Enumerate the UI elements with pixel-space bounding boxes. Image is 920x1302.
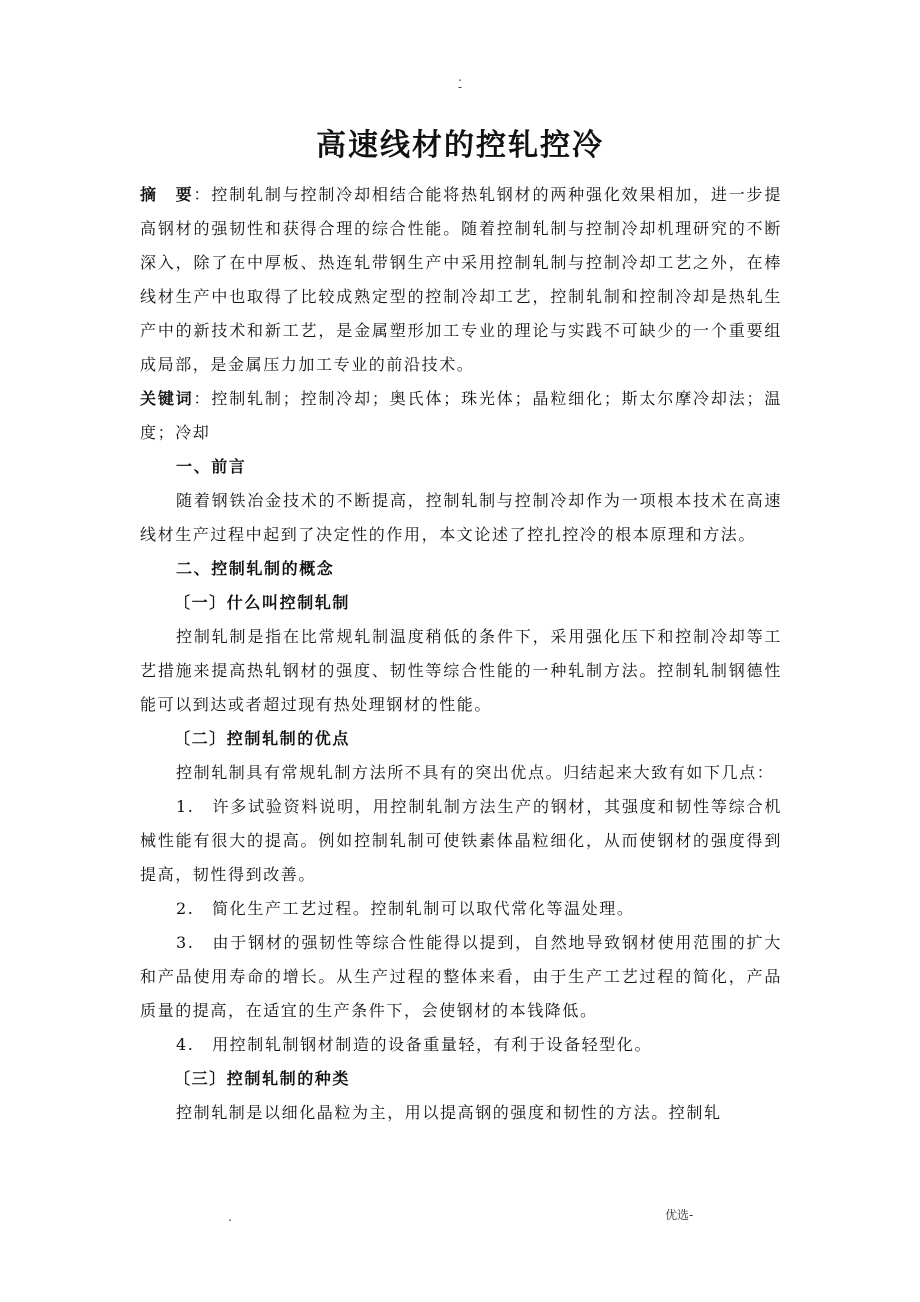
section-1-heading: 一、前言 (176, 457, 247, 476)
list-item-3: 3. 由于钢材的强韧性等综合性能得以提到，自然地导致钢材使用范围的扩大和产品使用寿命的增长。从生产过程的整体来看，由于生产工艺过程的简化，产品质量的提高，在适宜的生产条件下，会使钢材的本钱降低。 (140, 933, 782, 1020)
section-2-heading: 二、控制轧制的概念 (176, 559, 335, 578)
section-2-2-paragraph: 控制轧制具有常规轧制方法所不具有的突出优点。归结起来大致有如下几点： (176, 763, 775, 782)
section-1-paragraph: 随着钢铁冶金技术的不断提高，控制轧制与控制冷却作为一项根本技术在高速线材生产过程中起到了决定性的作用，本文论述了控扎控冷的根本原理和方法。 (140, 491, 782, 544)
header-mark-top: . (458, 70, 462, 84)
document-title: 高速线材的控轧控冷 (316, 128, 604, 163)
section-2-1-paragraph: 控制轧制是指在比常规轧制温度稍低的条件下，采用强化压下和控制冷却等工艺措施来提高热轧钢材的强度、韧性等综合性能的一种轧制方法。控制轧制钢德性能可以到达或者超过现有热处理钢材的性能。 (140, 627, 782, 714)
list-item-1: 1. 许多试验资料说明，用控制轧制方法生产的钢材，其强度和韧性等综合机械性能有很大的提高。例如控制轧制可使铁素体晶粒细化，从而使钢材的强度得到提高，韧性得到改善。 (140, 797, 782, 884)
footer-dot: . (228, 1210, 232, 1224)
section-2-3-paragraph: 控制轧制是以细化晶粒为主，用以提高钢的强度和韧性的方法。控制轧 (176, 1103, 722, 1122)
section-2-2-heading: 〔二〕控制轧制的优点 (174, 729, 351, 748)
keywords-label: 关键词 (140, 389, 194, 408)
section-2-3-heading: 〔三〕控制轧制的种类 (174, 1069, 351, 1088)
list-item-4: 4. 用控制轧制钢材制造的设备重量轻，有利于设备轻型化。 (176, 1035, 653, 1054)
list-item-2: 2. 简化生产工艺过程。控制轧制可以取代常化等温处理。 (176, 899, 635, 918)
keywords-paragraph (140, 382, 782, 450)
section-2-1-heading: 〔一〕什么叫控制轧制 (174, 593, 351, 612)
document-body (140, 178, 782, 1130)
abstract-text: ：控制轧制与控制冷却相结合能将热轧钢材的两种强化效果相加，进一步提高钢材的强韧性和获得合理的综合性能。随着控制轧制与控制冷却机理研究的不断深入，除了在中厚板、热连轧带钢生产中采用控制轧制与控制冷却工艺之外，在棒线材生产中也取得了比较成熟定型的控制冷却工艺，控制轧制和控制冷却是热轧生产中的新技术和新工艺，是金属塑形加工专业的理论与实践不可缺少的一个重要组成局部，是金属压力加工专业的前沿技术。 (140, 185, 782, 374)
footer-text: 优选- (665, 1208, 694, 1222)
header-mark (452, 72, 468, 92)
abstract-label: 摘 要 (140, 185, 194, 204)
header-mark-bottom: - (457, 80, 463, 94)
keywords-text: ：控制轧制；控制冷却；奥氏体；珠光体；晶粒细化；斯太尔摩冷却法；温度；冷却 (140, 389, 782, 442)
abstract-paragraph (140, 178, 782, 382)
